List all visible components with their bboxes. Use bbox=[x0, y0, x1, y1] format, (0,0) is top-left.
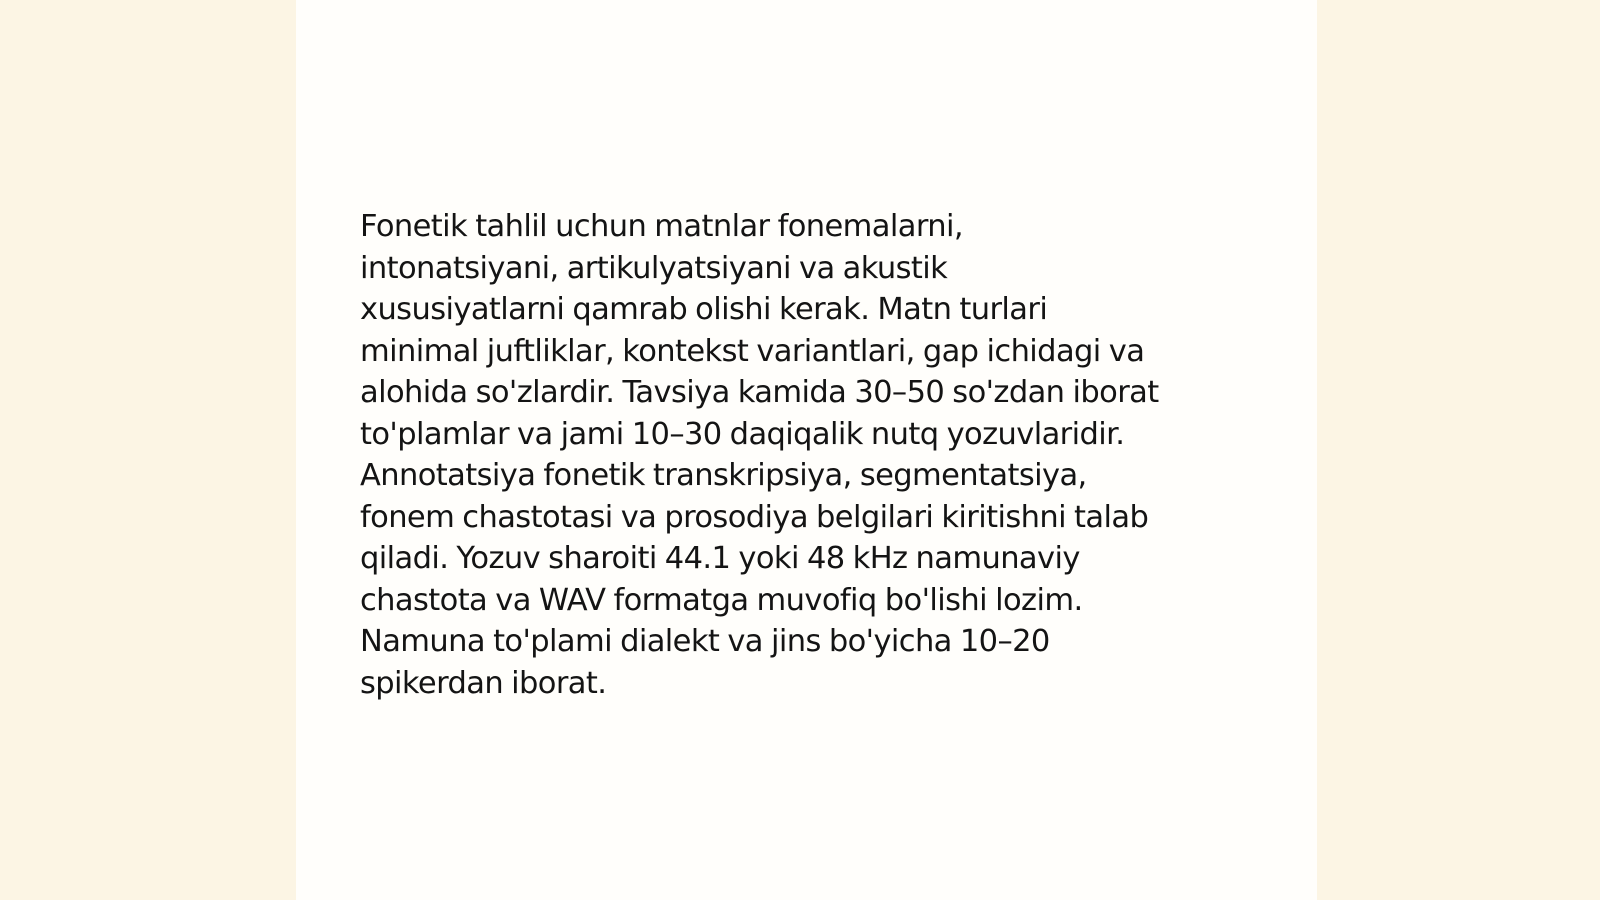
paragraph-line-12: spikerdan iborat. bbox=[360, 665, 607, 701]
paragraph-line-10: chastota va WAV formatga muvofiq bo'lishi lozim. bbox=[360, 582, 1083, 618]
paragraph-line-6: to'plamlar va jami 10–30 daqiqalik nutq yozuvlaridir. bbox=[360, 416, 1125, 452]
paragraph-line-5: alohida so'zlardir. Tavsiya kamida 30–50 so'zdan iborat bbox=[360, 375, 1159, 410]
paragraph-line-2: intonatsiyani, artikulyatsiyani va akustik bbox=[360, 250, 948, 286]
body-paragraph bbox=[360, 206, 1260, 704]
paragraph-line-4: minimal juftliklar, kontekst variantlari, gap ichidagi va bbox=[360, 333, 1145, 369]
paragraph-line-9: qiladi. Yozuv sharoiti 44.1 yoki 48 kHz namunaviy bbox=[360, 541, 1080, 576]
paragraph-line-7: Annotatsiya fonetik transkripsiya, segmentatsiya, bbox=[360, 458, 1087, 493]
paragraph-line-8: fonem chastotasi va prosodiya belgilari kiritishni talab bbox=[360, 499, 1149, 535]
document-page bbox=[296, 0, 1317, 900]
paragraph-line-1: Fonetik tahlil uchun matnlar fonemalarni, bbox=[360, 209, 963, 244]
paragraph-line-11: Namuna to'plami dialekt va jins bo'yicha 10–20 bbox=[360, 624, 1050, 659]
paragraph-line-3: xususiyatlarni qamrab olishi kerak. Matn turlari bbox=[360, 292, 1048, 327]
